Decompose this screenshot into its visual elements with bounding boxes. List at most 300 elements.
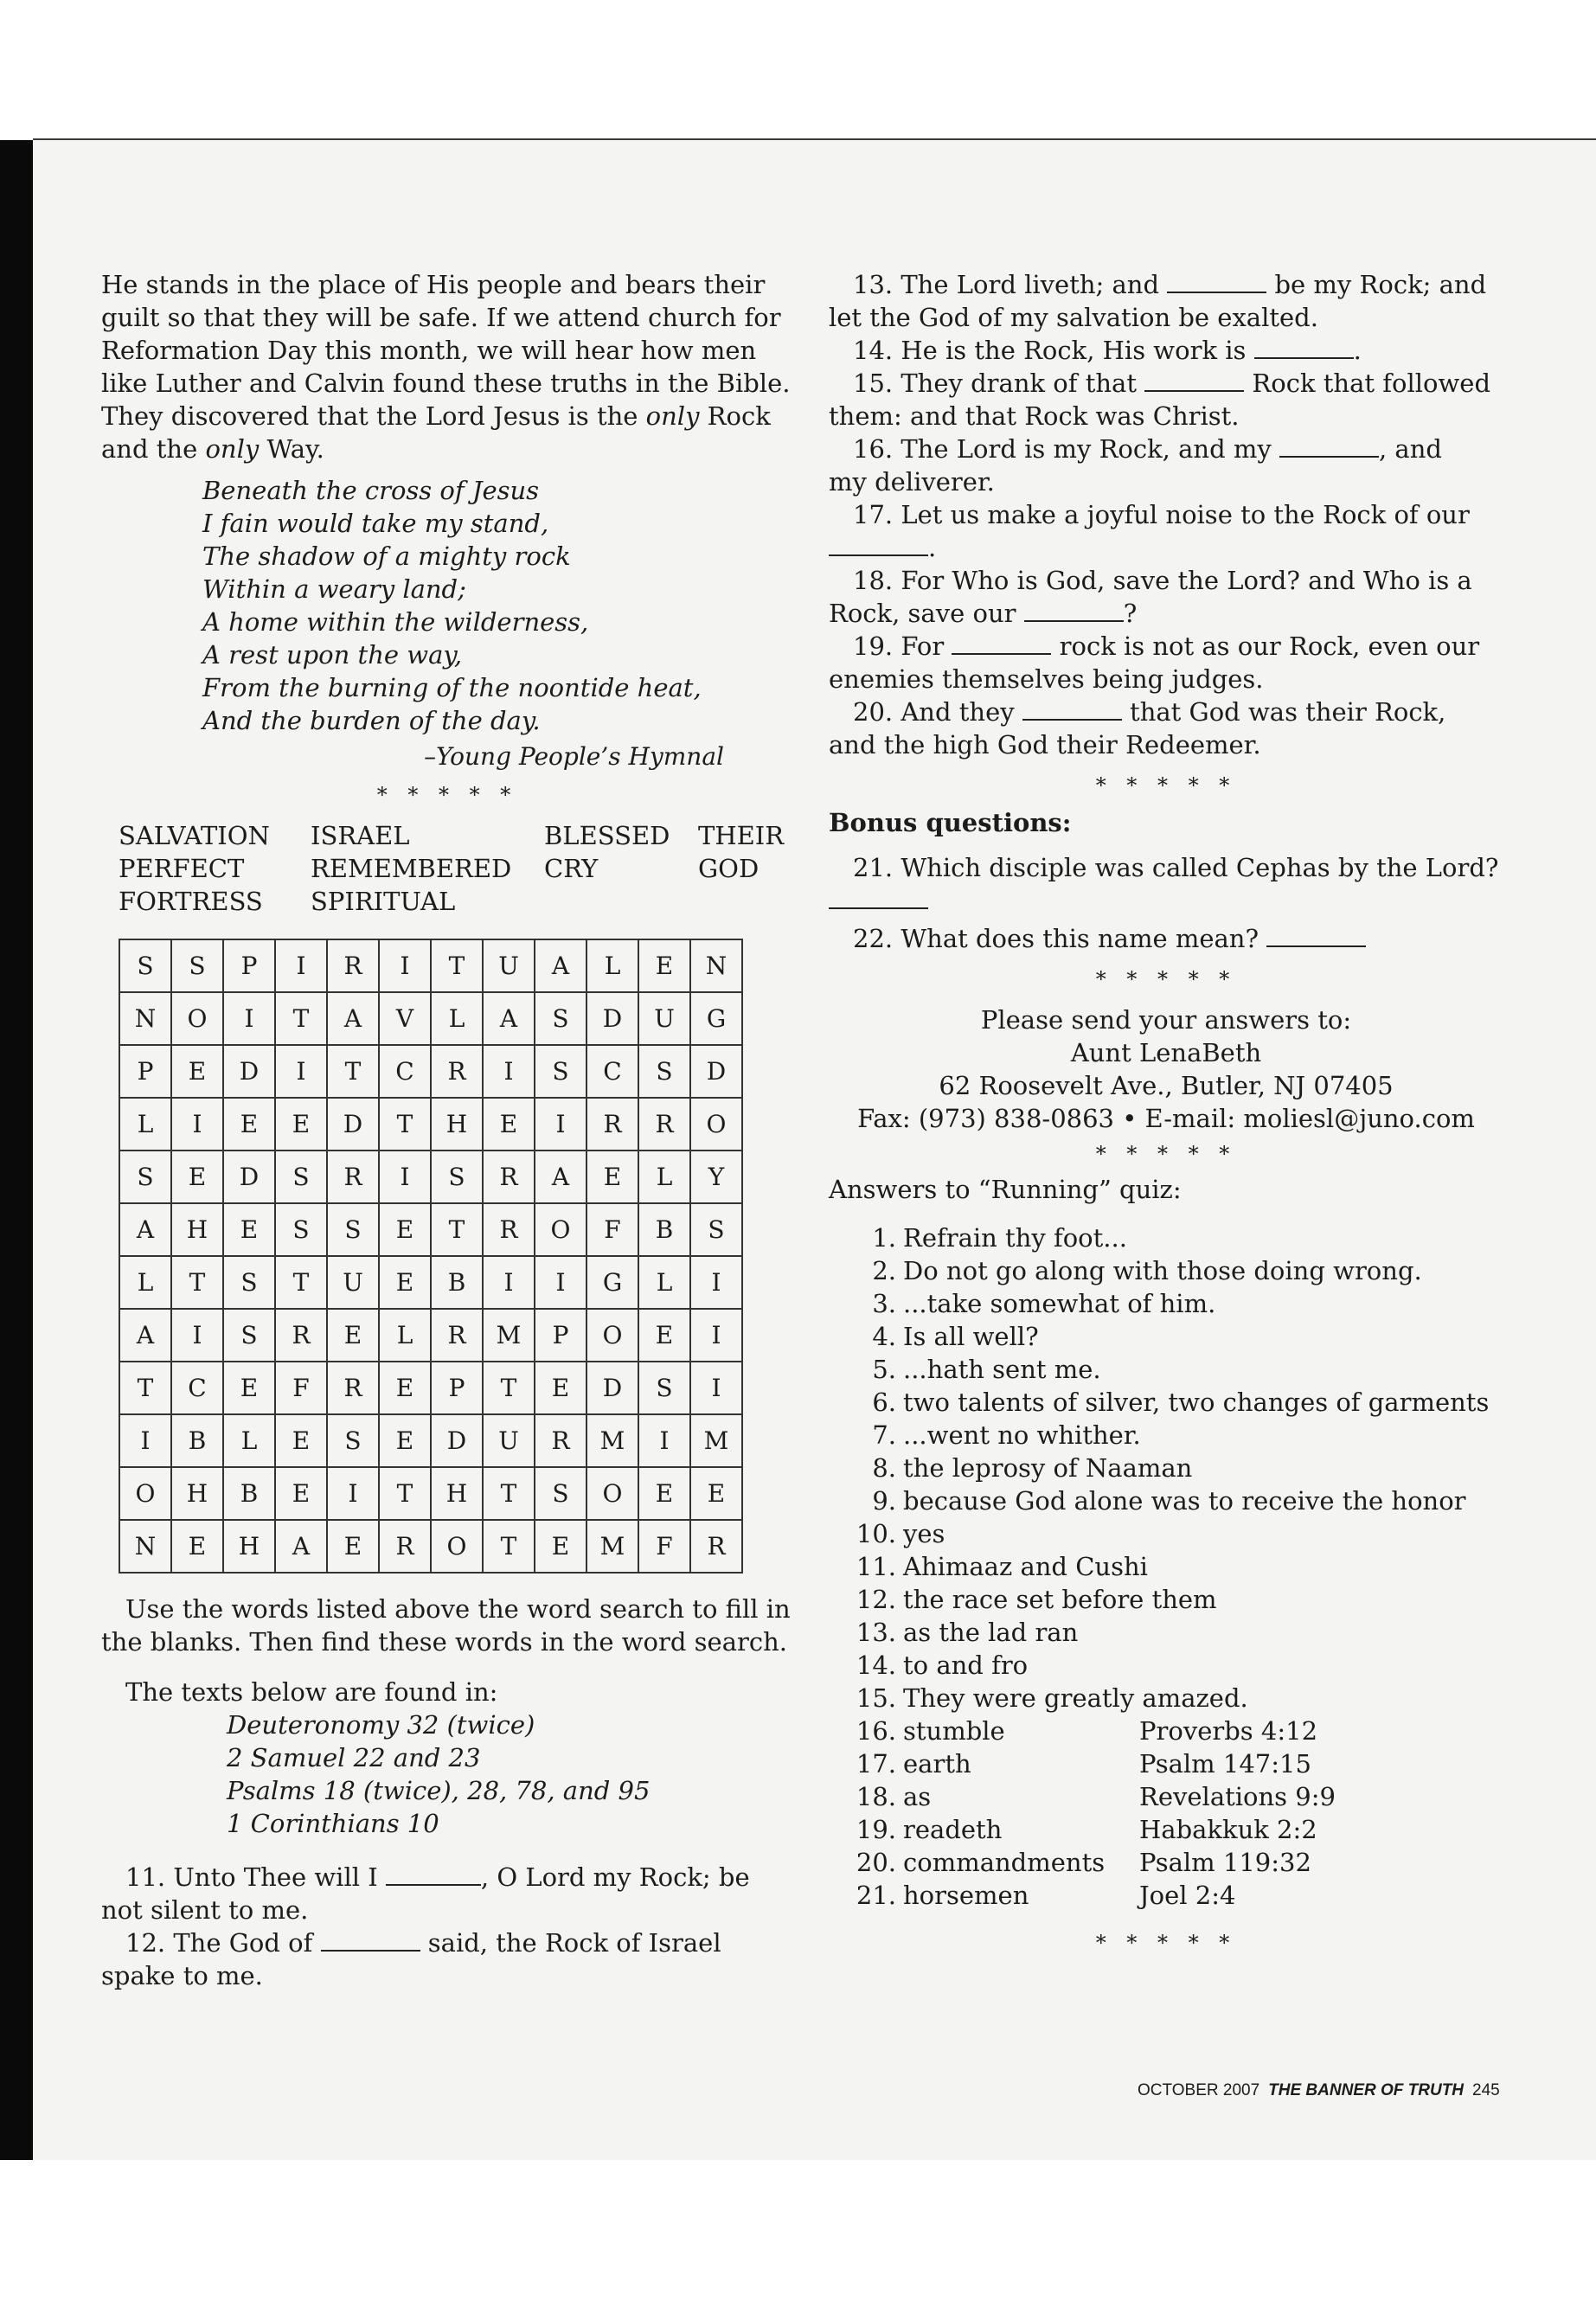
grid-cell: G	[586, 1256, 638, 1309]
grid-cell: E	[171, 1520, 223, 1573]
answer-blank	[321, 1929, 420, 1952]
grid-cell: M	[586, 1520, 638, 1573]
reference-item: 2 Samuel 22 and 23	[227, 1743, 481, 1772]
intro-line: Reformation Day this month, we will hear how men	[101, 336, 757, 365]
question-12-cont: spake to me.	[101, 1961, 263, 1990]
grid-cell: H	[431, 1467, 483, 1520]
answer-number: 14.	[856, 1650, 896, 1680]
question-11: 11. Unto Thee will I , O Lord my Rock; be	[125, 1862, 750, 1892]
grid-cell: S	[535, 992, 586, 1045]
intro-line: Rock	[699, 401, 771, 431]
question-19-cont: enemies themselves being judges.	[829, 664, 1264, 694]
answer-item	[853, 1780, 1503, 1813]
right-column	[829, 268, 1503, 1967]
references-section	[125, 1676, 793, 1840]
poem-attribution: –Young People’s Hymnal	[424, 742, 724, 771]
answer-number: 7.	[872, 1420, 896, 1450]
grid-cell: T	[275, 992, 327, 1045]
grid-cell: E	[275, 1414, 327, 1467]
grid-cell: S	[275, 1203, 327, 1256]
grid-cell: A	[327, 992, 379, 1045]
grid-cell: R	[638, 1098, 690, 1150]
grid-cell: B	[171, 1414, 223, 1467]
grid-cell: P	[431, 1362, 483, 1414]
answer-blank	[1266, 925, 1366, 947]
grid-cell: E	[379, 1362, 431, 1414]
answer-text: the race set before them	[903, 1585, 1217, 1614]
answer-item	[853, 1386, 1503, 1419]
grid-cell: F	[586, 1203, 638, 1256]
grid-cell: I	[483, 1045, 535, 1098]
grid-cell: A	[119, 1309, 171, 1362]
bonus-question-22: 22. What does this name mean?	[829, 922, 1503, 955]
grid-cell: T	[379, 1098, 431, 1150]
answer-number: 16.	[856, 1716, 896, 1746]
grid-cell: M	[690, 1414, 742, 1467]
bonus-question-21: 21. Which disciple was called Cephas by the Lord?	[853, 853, 1499, 882]
grid-cell: E	[223, 1203, 275, 1256]
grid-cell: M	[483, 1309, 535, 1362]
grid-cell: T	[431, 1203, 483, 1256]
answer-text: because God alone was to receive the honor	[903, 1486, 1466, 1516]
grid-cell: A	[119, 1203, 171, 1256]
grid-cell: B	[223, 1467, 275, 1520]
grid-cell: I	[535, 1256, 586, 1309]
answer-number: 17.	[856, 1749, 896, 1779]
grid-cell: H	[171, 1467, 223, 1520]
question-18: 18. For Who is God, save the Lord? and Who is a	[853, 566, 1472, 595]
answer-reference: Psalm 147:15	[1139, 1749, 1311, 1779]
grid-cell: I	[690, 1256, 742, 1309]
bonus-question-21-blank	[829, 884, 1503, 917]
grid-cell: T	[379, 1467, 431, 1520]
answer-blank	[1254, 336, 1354, 359]
answer-blank	[1167, 271, 1266, 293]
answer-reference: Revelations 9:9	[1139, 1782, 1336, 1811]
grid-cell: R	[431, 1045, 483, 1098]
grid-cell: I	[690, 1309, 742, 1362]
emphasis-only: only	[645, 401, 700, 431]
contact-block	[829, 1003, 1503, 1135]
grid-cell: C	[379, 1045, 431, 1098]
intro-line: Way.	[259, 434, 324, 464]
question-20: 20. And they that God was their Rock,	[853, 697, 1446, 727]
poem-line: A rest upon the way,	[202, 640, 463, 670]
answer-blank	[829, 887, 928, 909]
question-19: 19. For rock is not as our Rock, even our	[853, 631, 1480, 661]
answer-number: 3.	[872, 1289, 896, 1318]
grid-cell: E	[379, 1203, 431, 1256]
instructions	[101, 1593, 793, 1658]
grid-cell: E	[535, 1362, 586, 1414]
grid-cell: E	[171, 1045, 223, 1098]
grid-cell: Y	[690, 1150, 742, 1203]
grid-cell: I	[171, 1098, 223, 1150]
intro-line: like Luther and Calvin found these truths in the Bible.	[101, 369, 791, 398]
answer-number: 20.	[856, 1848, 896, 1877]
poem-line: And the burden of the day.	[202, 706, 541, 735]
contact-intro: Please send your answers to:	[980, 1005, 1352, 1035]
poem-line: A home within the wilderness,	[202, 607, 589, 637]
word-list-item: FORTRESS	[119, 887, 263, 916]
answer-item	[853, 1616, 1503, 1649]
grid-row	[119, 1203, 742, 1256]
footer-date: OCTOBER 2007	[1138, 2081, 1260, 2099]
grid-cell: E	[327, 1309, 379, 1362]
question-17: 17. Let us make a joyful noise to the Rock of our	[853, 500, 1470, 529]
answer-blank	[952, 632, 1051, 655]
word-list-item: THEIR	[698, 821, 785, 850]
question-17-cont: .	[829, 531, 1503, 564]
question-13-cont: let the God of my salvation be exalted.	[829, 303, 1318, 332]
grid-cell: I	[638, 1414, 690, 1467]
answer-text: two talents of silver, two changes of garments	[903, 1388, 1490, 1417]
answer-item	[853, 1682, 1503, 1715]
grid-cell: T	[483, 1467, 535, 1520]
word-list-item: SPIRITUAL	[311, 887, 456, 916]
grid-cell: R	[483, 1203, 535, 1256]
answer-text: ...take somewhat of him.	[903, 1289, 1216, 1318]
grid-cell: I	[379, 1150, 431, 1203]
grid-cell: A	[535, 939, 586, 992]
grid-cell: R	[327, 1150, 379, 1203]
answer-blank	[1144, 369, 1244, 392]
word-list-item: ISRAEL	[311, 821, 410, 850]
grid-cell: I	[327, 1467, 379, 1520]
grid-cell: D	[690, 1045, 742, 1098]
answer-reference: Proverbs 4:12	[1139, 1716, 1318, 1746]
grid-cell: U	[638, 992, 690, 1045]
poem-line: Beneath the cross of Jesus	[202, 476, 540, 505]
answer-text: Refrain thy foot...	[903, 1223, 1127, 1253]
grid-cell: U	[483, 939, 535, 992]
answer-number: 13.	[856, 1618, 896, 1647]
grid-cell: L	[638, 1150, 690, 1203]
section-separator: * * * * *	[376, 783, 518, 807]
grid-cell: I	[275, 1045, 327, 1098]
answer-item	[853, 1715, 1503, 1747]
left-column	[101, 268, 793, 1992]
grid-cell: U	[483, 1414, 535, 1467]
grid-cell: S	[535, 1467, 586, 1520]
word-list-item: GOD	[698, 854, 760, 883]
grid-cell: T	[483, 1520, 535, 1573]
answer-item	[853, 1747, 1503, 1780]
grid-cell: E	[223, 1362, 275, 1414]
grid-cell: I	[483, 1256, 535, 1309]
answer-text: Is all well?	[903, 1322, 1039, 1351]
answer-reference: Habakkuk 2:2	[1139, 1815, 1317, 1844]
word-list-item: REMEMBERED	[311, 854, 512, 883]
grid-cell: R	[327, 1362, 379, 1414]
intro-line: and the	[101, 434, 206, 464]
answer-text: stumble	[903, 1716, 1005, 1746]
grid-cell: G	[690, 992, 742, 1045]
page-footer	[1138, 2081, 1500, 2100]
bonus-heading: Bonus questions:	[829, 808, 1072, 837]
poem-line: I fain would take my stand,	[202, 509, 549, 538]
answer-item	[853, 1649, 1503, 1682]
grid-cell: D	[431, 1414, 483, 1467]
grid-cell: L	[119, 1256, 171, 1309]
grid-cell: C	[586, 1045, 638, 1098]
emphasis-only: only	[205, 434, 260, 464]
grid-row	[119, 1467, 742, 1520]
grid-cell: I	[119, 1414, 171, 1467]
word-search-grid	[119, 939, 793, 1574]
grid-cell: E	[275, 1467, 327, 1520]
answer-number: 15.	[856, 1683, 896, 1713]
grid-cell: D	[586, 1362, 638, 1414]
grid-cell: O	[586, 1467, 638, 1520]
grid-cell: B	[638, 1203, 690, 1256]
grid-row	[119, 1045, 742, 1098]
grid-cell: E	[223, 1098, 275, 1150]
grid-row	[119, 939, 742, 992]
grid-cell: D	[327, 1098, 379, 1150]
grid-cell: D	[223, 1150, 275, 1203]
answer-text: Ahimaaz and Cushi	[903, 1552, 1148, 1581]
hymn-poem	[202, 474, 793, 737]
grid-cell: S	[638, 1045, 690, 1098]
section-separator: * * * * *	[1095, 773, 1237, 798]
grid-cell: S	[690, 1203, 742, 1256]
word-list	[119, 819, 793, 918]
grid-cell: S	[638, 1362, 690, 1414]
grid-cell: L	[586, 939, 638, 992]
question-11-cont: not silent to me.	[101, 1895, 309, 1925]
grid-cell: N	[119, 1520, 171, 1573]
question-14: 14. He is the Rock, His work is .	[853, 336, 1362, 365]
grid-row	[119, 1098, 742, 1150]
intro-line: They discovered that the Lord Jesus is the	[101, 401, 646, 431]
intro-paragraph	[101, 268, 793, 465]
word-list-item: CRY	[544, 854, 599, 883]
question-18-cont: Rock, save our ?	[829, 599, 1138, 628]
grid-cell: O	[119, 1467, 171, 1520]
grid-row	[119, 1414, 742, 1467]
grid-cell: E	[638, 1309, 690, 1362]
answer-text: commandments	[903, 1848, 1106, 1877]
answer-item	[853, 1517, 1503, 1550]
contact-address: 62 Roosevelt Ave., Butler, NJ 07405	[939, 1071, 1394, 1100]
answer-item	[853, 1320, 1503, 1353]
grid-cell: C	[171, 1362, 223, 1414]
grid-cell: E	[379, 1256, 431, 1309]
grid-cell: D	[586, 992, 638, 1045]
answer-text: yes	[903, 1519, 945, 1548]
section-separator: * * * * *	[1095, 1931, 1237, 1955]
question-15-cont: them: and that Rock was Christ.	[829, 401, 1240, 431]
grid-cell: R	[690, 1520, 742, 1573]
question-20-cont: and the high God their Redeemer.	[829, 730, 1261, 760]
grid-cell: P	[119, 1045, 171, 1098]
question-16: 16. The Lord is my Rock, and my , and	[853, 434, 1442, 464]
references-list	[227, 1708, 793, 1840]
grid-cell: S	[223, 1309, 275, 1362]
grid-cell: V	[379, 992, 431, 1045]
poem-line: From the burning of the noontide heat,	[202, 673, 702, 702]
answer-text: to and fro	[903, 1650, 1029, 1680]
grid-cell: I	[275, 939, 327, 992]
grid-cell: E	[535, 1520, 586, 1573]
grid-cell: E	[275, 1098, 327, 1150]
grid-cell: T	[431, 939, 483, 992]
answer-item	[853, 1846, 1503, 1879]
grid-cell: S	[535, 1045, 586, 1098]
answer-reference: Joel 2:4	[1139, 1881, 1236, 1910]
answer-item	[853, 1287, 1503, 1320]
grid-row	[119, 1362, 742, 1414]
grid-cell: L	[379, 1309, 431, 1362]
grid-cell: F	[638, 1520, 690, 1573]
grid-cell: S	[119, 939, 171, 992]
word-list-item: PERFECT	[119, 854, 245, 883]
word-search-table	[119, 939, 743, 1574]
answer-number: 18.	[856, 1782, 896, 1811]
grid-cell: D	[223, 1045, 275, 1098]
word-list-item: BLESSED	[544, 821, 670, 850]
answer-number: 19.	[856, 1815, 896, 1844]
answer-item	[853, 1419, 1503, 1452]
footer-publication: THE BANNER OF TRUTH	[1268, 2081, 1465, 2099]
answer-reference: Psalm 119:32	[1139, 1848, 1311, 1877]
grid-cell: R	[535, 1414, 586, 1467]
answer-item	[853, 1353, 1503, 1386]
reference-item: Psalms 18 (twice), 28, 78, and 95	[227, 1776, 651, 1805]
answer-blank	[1279, 435, 1379, 458]
grid-cell: I	[690, 1362, 742, 1414]
question-13: 13. The Lord liveth; and be my Rock; and	[853, 270, 1487, 299]
grid-row	[119, 1256, 742, 1309]
reference-item: Deuteronomy 32 (twice)	[227, 1710, 535, 1740]
grid-cell: S	[431, 1150, 483, 1203]
grid-cell: L	[431, 992, 483, 1045]
grid-cell: R	[327, 939, 379, 992]
answer-text: Do not go along with those doing wrong.	[903, 1256, 1422, 1285]
grid-cell: R	[431, 1309, 483, 1362]
grid-cell: H	[171, 1203, 223, 1256]
answer-blank	[386, 1863, 481, 1886]
grid-cell: S	[223, 1256, 275, 1309]
answer-item	[853, 1254, 1503, 1287]
question-16-cont: my deliverer.	[829, 467, 995, 497]
grid-cell: R	[275, 1309, 327, 1362]
answer-text: earth	[903, 1749, 971, 1779]
contact-name: Aunt LenaBeth	[1070, 1038, 1262, 1067]
grid-row	[119, 992, 742, 1045]
grid-cell: E	[379, 1414, 431, 1467]
grid-cell: E	[586, 1150, 638, 1203]
answer-blank	[1022, 698, 1122, 721]
grid-cell: E	[171, 1150, 223, 1203]
grid-row	[119, 1150, 742, 1203]
answer-number: 4.	[872, 1322, 896, 1351]
answer-blank	[1024, 599, 1124, 622]
grid-cell: E	[327, 1520, 379, 1573]
grid-cell: F	[275, 1362, 327, 1414]
answer-text: They were greatly amazed.	[903, 1683, 1248, 1713]
grid-cell: H	[223, 1520, 275, 1573]
answer-text: the leprosy of Naaman	[903, 1453, 1193, 1483]
grid-cell: T	[119, 1362, 171, 1414]
grid-cell: P	[223, 939, 275, 992]
grid-cell: R	[379, 1520, 431, 1573]
grid-cell: I	[223, 992, 275, 1045]
grid-cell: S	[327, 1414, 379, 1467]
answer-text: as the lad ran	[903, 1618, 1079, 1647]
answer-text: ...hath sent me.	[903, 1355, 1101, 1384]
answer-text: readeth	[903, 1815, 1003, 1844]
grid-cell: L	[223, 1414, 275, 1467]
grid-cell: S	[327, 1203, 379, 1256]
grid-cell: O	[431, 1520, 483, 1573]
grid-cell: E	[638, 1467, 690, 1520]
grid-cell: M	[586, 1414, 638, 1467]
answer-number: 10.	[856, 1519, 896, 1548]
grid-cell: T	[327, 1045, 379, 1098]
grid-cell: L	[119, 1098, 171, 1150]
answer-number: 5.	[872, 1355, 896, 1384]
grid-cell: P	[535, 1309, 586, 1362]
grid-cell: S	[119, 1150, 171, 1203]
reference-item: 1 Corinthians 10	[227, 1809, 439, 1838]
answer-text: horsemen	[903, 1881, 1029, 1910]
grid-cell: O	[586, 1309, 638, 1362]
answer-number: 2.	[872, 1256, 896, 1285]
grid-cell: H	[431, 1098, 483, 1150]
grid-cell: I	[535, 1098, 586, 1150]
answer-text: as	[903, 1782, 932, 1811]
answer-item	[853, 1813, 1503, 1846]
grid-cell: S	[171, 939, 223, 992]
grid-cell: A	[483, 992, 535, 1045]
grid-cell: E	[483, 1098, 535, 1150]
answer-blank	[829, 534, 928, 556]
grid-cell: N	[690, 939, 742, 992]
grid-cell: O	[535, 1203, 586, 1256]
instructions-line: Use the words listed above the word search to fill in	[125, 1594, 791, 1624]
section-separator: * * * * *	[1095, 1142, 1237, 1166]
scan-edge	[0, 140, 33, 2160]
grid-row	[119, 1520, 742, 1573]
question-12: 12. The God of said, the Rock of Israel	[125, 1928, 721, 1958]
answers-list	[853, 1221, 1503, 1912]
grid-cell: T	[483, 1362, 535, 1414]
answer-item	[853, 1452, 1503, 1484]
answer-item	[853, 1583, 1503, 1616]
grid-cell: A	[275, 1520, 327, 1573]
instructions-line: the blanks. Then find these words in the word search.	[101, 1627, 787, 1657]
grid-cell: U	[327, 1256, 379, 1309]
answer-item	[853, 1221, 1503, 1254]
answer-number: 21.	[856, 1881, 896, 1910]
question-15: 15. They drank of that Rock that followed	[853, 369, 1491, 398]
answer-number: 8.	[872, 1453, 896, 1483]
grid-cell: E	[638, 939, 690, 992]
grid-cell: R	[483, 1150, 535, 1203]
grid-cell: R	[586, 1098, 638, 1150]
answer-text: ...went no whither.	[903, 1420, 1141, 1450]
grid-cell: A	[535, 1150, 586, 1203]
answer-number: 12.	[856, 1585, 896, 1614]
contact-fax-email: Fax: (973) 838-0863 • E-mail: moliesl@juno.com	[857, 1104, 1475, 1133]
grid-cell: N	[119, 992, 171, 1045]
poem-line: Within a weary land;	[202, 574, 466, 604]
grid-cell: T	[171, 1256, 223, 1309]
grid-cell: L	[638, 1256, 690, 1309]
grid-cell: B	[431, 1256, 483, 1309]
